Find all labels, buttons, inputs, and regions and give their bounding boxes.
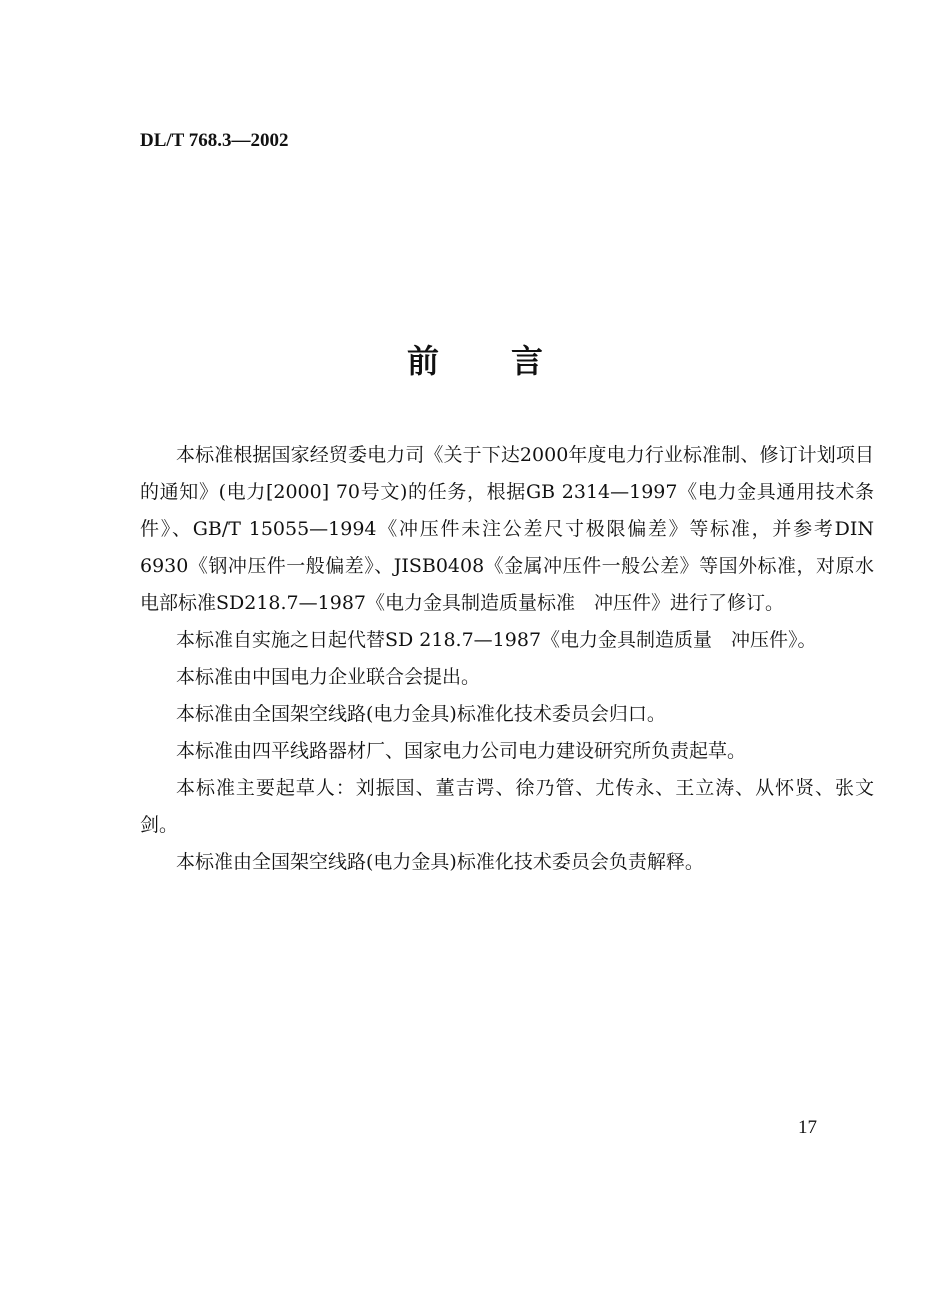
- page-title: [0, 336, 950, 382]
- document-code: DL/T 768.3—2002: [140, 130, 289, 151]
- title-char-1: 前: [406, 342, 439, 380]
- foreword-body: [140, 437, 874, 881]
- paragraph-managed-by: 本标准由全国架空线路(电力金具)标准化技术委员会归口。: [176, 703, 666, 725]
- title-char-2: 言: [511, 342, 544, 380]
- paragraph-drafters: 本标准主要起草人：刘振国、董吉谔、徐乃管、尤传永、王立涛、从怀贤、张文剑。: [140, 777, 874, 836]
- paragraph-proposed-by: 本标准由中国电力企业联合会提出。: [176, 666, 481, 688]
- page-number: 17: [798, 1117, 817, 1138]
- paragraph-replaces: 本标准自实施之日起代替SD 218.7—1987《电力金具制造质量 冲压件》。: [176, 629, 817, 651]
- paragraph-interpretation: 本标准由全国架空线路(电力金具)标准化技术委员会负责解释。: [176, 851, 704, 873]
- paragraph-intro: 本标准根据国家经贸委电力司《关于下达2000年度电力行业标准制、修订计划项目的通知》(电力[2000] 70号文)的任务，根据GB 2314—1997《电力金具通用技术条件》、GB/T 15055—1994《冲压件未注公差尺寸极限偏差》等标准，并参考DIN 6930《钢冲压件一般偏差》、JISB0408《金属冲压件一般公差》等国外标准，对原水电部标准SD218.7—1987《电力金具制造质量标准 冲压件》进行了修订。: [140, 444, 874, 614]
- paragraph-drafted-by: 本标准由四平线路器材厂、国家电力公司电力建设研究所负责起草。: [176, 740, 747, 762]
